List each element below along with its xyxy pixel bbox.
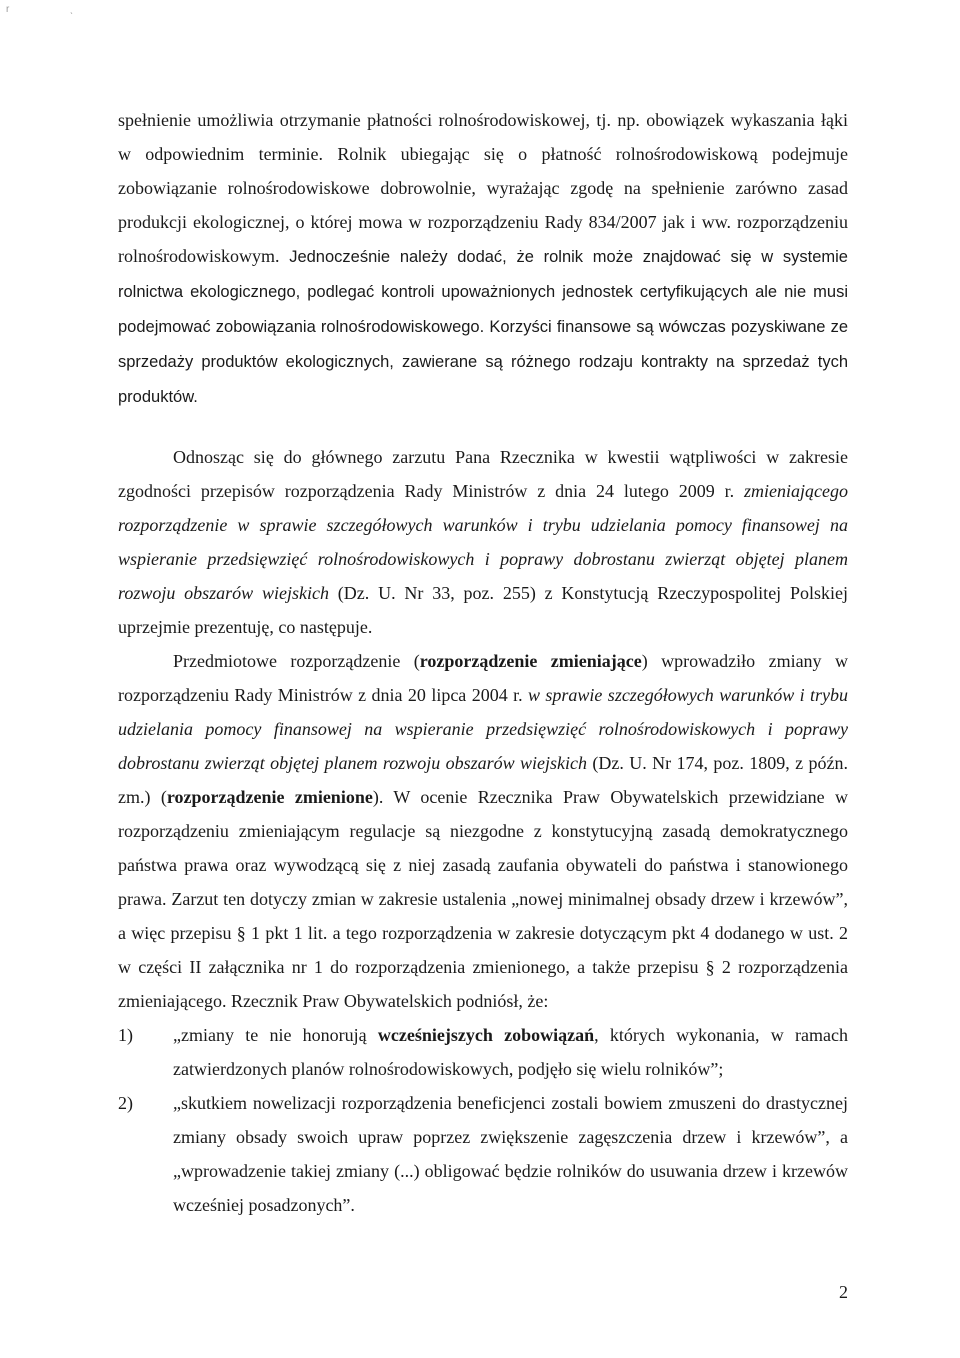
paragraph-3-text-4: ). W ocenie Rzecznika Praw Obywatelskich przewidziane w rozporządzeniu zmieniającym regulacje są niezgodne z konstytucyjną zasadą demokratycznego państwa prawa oraz wywodzącą się z niej zasadą zaufania obywateli do państwa i stanowionego prawa. Zarzut ten dotyczy zmian w zakresie ustalenia „nowej minimalnej obsady drzew i krzewów”, a więc przepisu § 1 pkt 1 lit. a tego rozporządzenia w zakresie dotyczącym pkt 4 dodanego w ust. 2 w części II załącznika nr 1 do rozporządzenia zmienionego, a także przepisu § 2 rozporządzenia zmieniającego. Rzecznik Praw Obywatelskich podniósł, że: — [118, 787, 848, 1011]
list-item-text-part: , których wykonania, w ramach zatwierdzonych planów rolnośrodowiskowych, podjęło się wielu rolników”; — [173, 1025, 848, 1079]
regulation-title-italic: w sprawie szczegółowych warunków i trybu udzielania pomocy finansowej na wspieranie przedsięwzięć rolnośrodowiskowych i poprawy dobrostanu zwierząt objętej planem rozwoju obszarów wiejskich — [118, 685, 848, 773]
list-item-text: „skutkiem nowelizacji rozporządzenia beneficjenci zostali bowiem zmuszeni do drastycznej zmiany obsady swoich upraw poprzez zwiększenie zagęszczenia drzew i krzewów”, a „wprowadzenie takiej zmiany (...) obligować będzie rolników do usuwania drzew i krzewów wcześniej posadzonych”. — [173, 1093, 848, 1215]
paragraph-3-text: Przedmiotowe rozporządzenie ( — [173, 651, 420, 671]
quote-list — [118, 1018, 848, 1222]
paragraph-3-text-2: ) wprowadziło zmiany w rozporządzeniu Rady Ministrów z dnia 20 lipca 2004 r. — [118, 651, 848, 705]
paragraph-1-text: spełnienie umożliwia otrzymanie płatności rolnośrodowiskowej, tj. np. obowiązek wykaszania łąki w odpowiednim terminie. Rolnik ubiegając się o płatność rolnośrodowiskową podejmuje zobowiązanie rolnośrodowiskowe dobrowolnie, wyrażając zgodę na spełnienie zarówno zasad produkcji ekologicznej, o której mowa w rozporządzeniu Rady 834/2007 jak i ww. rozporządzeniu rolnośrodowiskowym. — [118, 110, 848, 266]
term-bold: wcześniejszych zobowiązań — [377, 1025, 595, 1045]
paragraph-3 — [118, 644, 848, 1018]
regulation-title-italic: zmieniającego rozporządzenie w sprawie szczegółowych warunków i trybu udzielania pomocy finansowej na wspieranie przedsięwzięć rolnośrodowiskowych i poprawy dobrostanu zwierząt objętej planem rozwoju obszarów wiejskich — [118, 481, 848, 603]
list-item-text — [173, 1018, 848, 1086]
paragraph-3-text-3: (Dz. U. Nr 174, poz. 1809, z późn. zm.) ( — [118, 753, 848, 807]
list-item — [118, 1086, 848, 1222]
list-item-text-part: „zmiany te nie honorują — [173, 1025, 378, 1045]
term-bold: rozporządzenie zmienione — [166, 787, 373, 807]
list-item — [118, 1018, 848, 1086]
paragraph-2-text: Odnosząc się do głównego zarzutu Pana Rzecznika w kwestii wątpliwości w zakresie zgodności przepisów rozporządzenia Rady Ministrów z dnia 24 lutego 2009 r. — [118, 447, 848, 501]
list-item-number: 2) — [118, 1093, 133, 1113]
page-number: 2 — [839, 1282, 848, 1302]
paragraph-1 — [118, 103, 848, 414]
list-item-number: 1) — [118, 1025, 133, 1045]
corner-mark: ˎ — [70, 4, 74, 15]
paragraph-1-text-cont: Jednocześnie należy dodać, że rolnik może znajdować się w systemie rolnictwa ekologicznego, podlegać kontroli upoważnionych jednostek certyfikujących ale nie musi podejmować zobowiązania rolnośrodowiskowego. Korzyści finansowe są wówczas pozyskiwane ze sprzedaży produktów ekologicznych, zawierane są różnego rodzaju kontrakty na sprzedaż tych produktów. — [118, 248, 848, 406]
paragraph-2-text-end: (Dz. U. Nr 33, poz. 255) z Konstytucją Rzeczypospolitej Polskiej uprzejmie prezentuję, co następuje. — [118, 583, 848, 637]
term-bold: rozporządzenie zmieniające — [419, 651, 642, 671]
corner-mark: r — [6, 4, 10, 15]
body-text — [118, 103, 848, 1222]
paragraph-2 — [118, 440, 848, 644]
